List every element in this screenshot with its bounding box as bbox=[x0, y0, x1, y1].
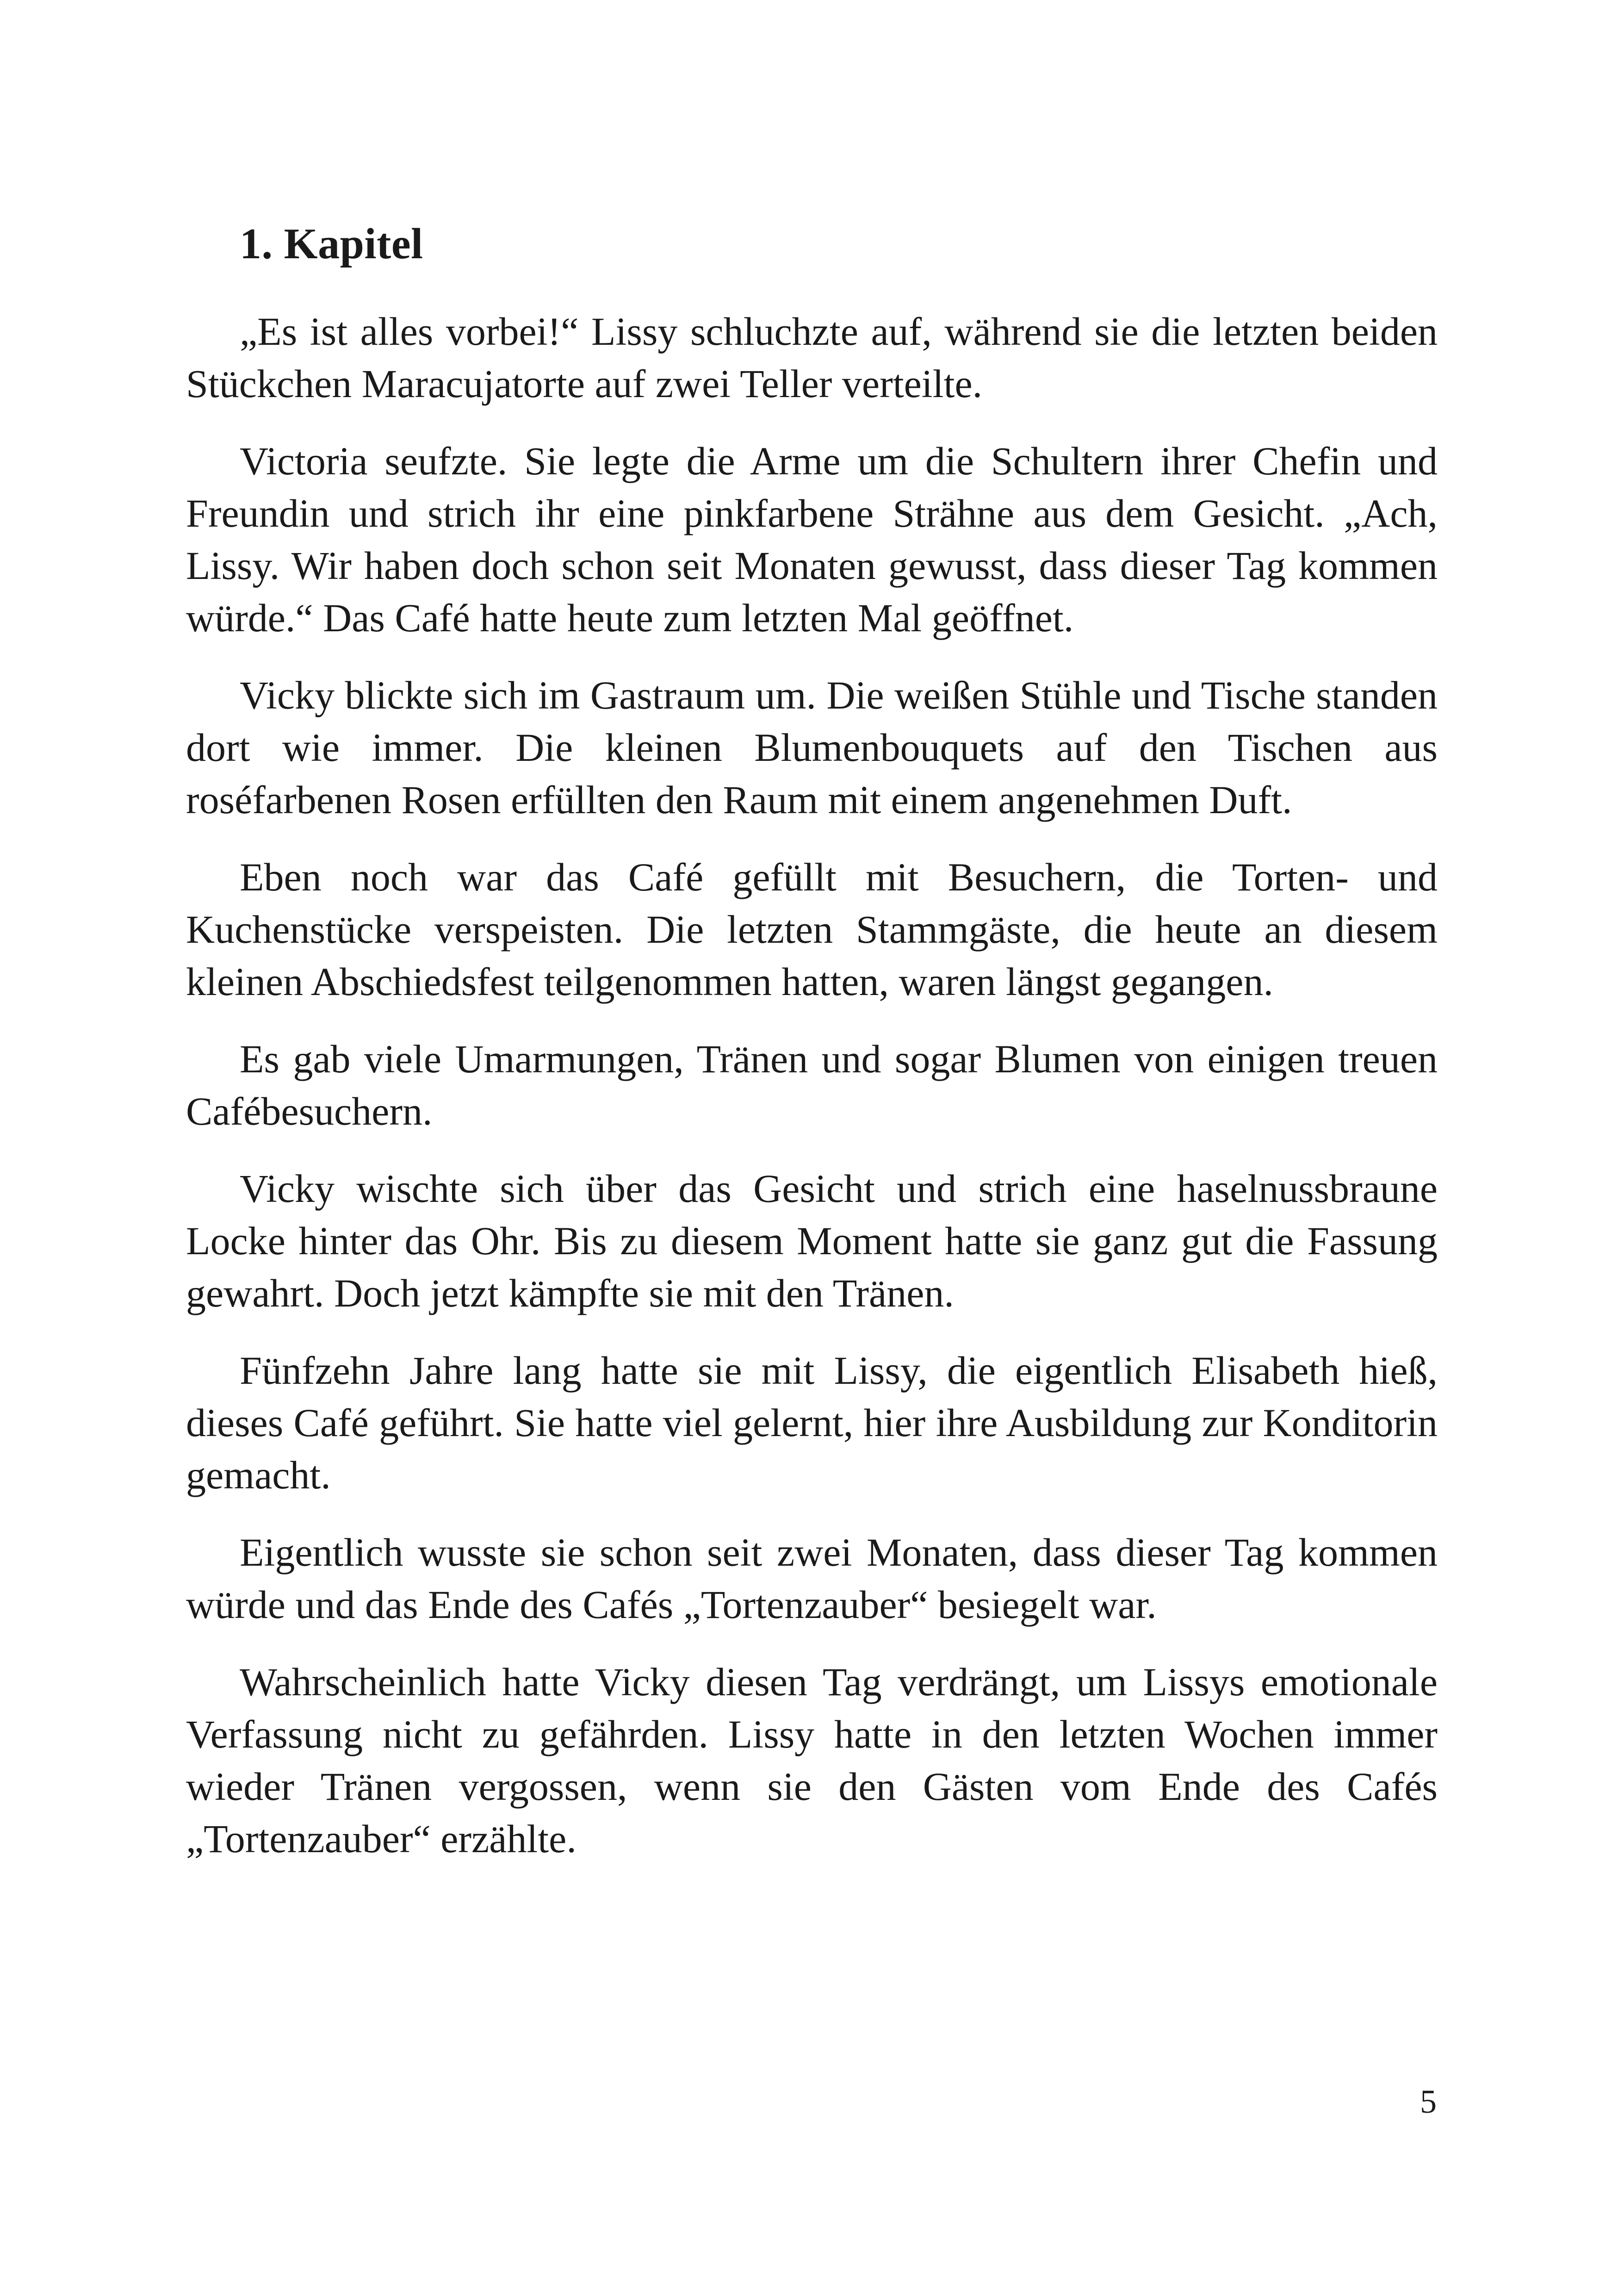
paragraph: Vicky wischte sich über das Gesicht und strich eine haselnussbraune Locke hinter das Ohr. Bis zu diesem Moment hatte sie ganz gut die Fassung gewahrt. Doch jetzt kämpfte sie mit den Tränen. bbox=[186, 1166, 1438, 1315]
page-number: 5 bbox=[1420, 2083, 1437, 2120]
paragraph: Es gab viele Umarmungen, Tränen und sogar Blumen von einigen treuen Cafébesuchern. bbox=[186, 1037, 1438, 1133]
paragraph: Eigentlich wusste sie schon seit zwei Monaten, dass dieser Tag kommen würde und das Ende des Cafés „Tortenzauber“ besiegelt war. bbox=[186, 1530, 1438, 1627]
chapter-body bbox=[186, 305, 1438, 1890]
paragraph: Vicky blickte sich im Gastraum um. Die weißen Stühle und Tische standen dort wie immer. Die kleinen Blumenbouquets auf den Tischen aus roséfarbenen Rosen erfüllten den Raum mit einem angenehmen Duft. bbox=[186, 673, 1438, 822]
paragraph: „Es ist alles vorbei!“ Lissy schluchzte auf, während sie die letzten beiden Stückchen Maracujatorte auf zwei Teller verteilte. bbox=[186, 309, 1438, 406]
paragraph: Eben noch war das Café gefüllt mit Besuchern, die Torten- und Kuchenstücke verspeisten. Die letzten Stammgäste, die heute an diesem kleinen Abschiedsfest teilgenommen hatten, waren längst gegangen. bbox=[186, 855, 1438, 1004]
paragraph: Wahrscheinlich hatte Vicky diesen Tag verdrängt, um Lissys emotionale Verfassung nicht zu gefährden. Lissy hatte in den letzten Wochen immer wieder Tränen vergossen, wenn sie den Gästen vom Ende des Cafés „Tortenzauber“ erzählte. bbox=[186, 1660, 1438, 1861]
paragraph: Fünfzehn Jahre lang hatte sie mit Lissy, die eigentlich Elisabeth hieß, dieses Café geführt. Sie hatte viel gelernt, hier ihre Ausbildung zur Konditorin gemacht. bbox=[186, 1348, 1438, 1497]
chapter-title: 1. Kapitel bbox=[240, 220, 423, 268]
paragraph: Victoria seufzte. Sie legte die Arme um die Schultern ihrer Chefin und Freundin und strich ihr eine pinkfarbene Strähne aus dem Gesicht. „Ach, Lissy. Wir haben doch schon seit Monaten gewusst, dass dieser Tag kommen würde.“ Das Café hatte heute zum letzten Mal geöffnet. bbox=[186, 439, 1438, 640]
